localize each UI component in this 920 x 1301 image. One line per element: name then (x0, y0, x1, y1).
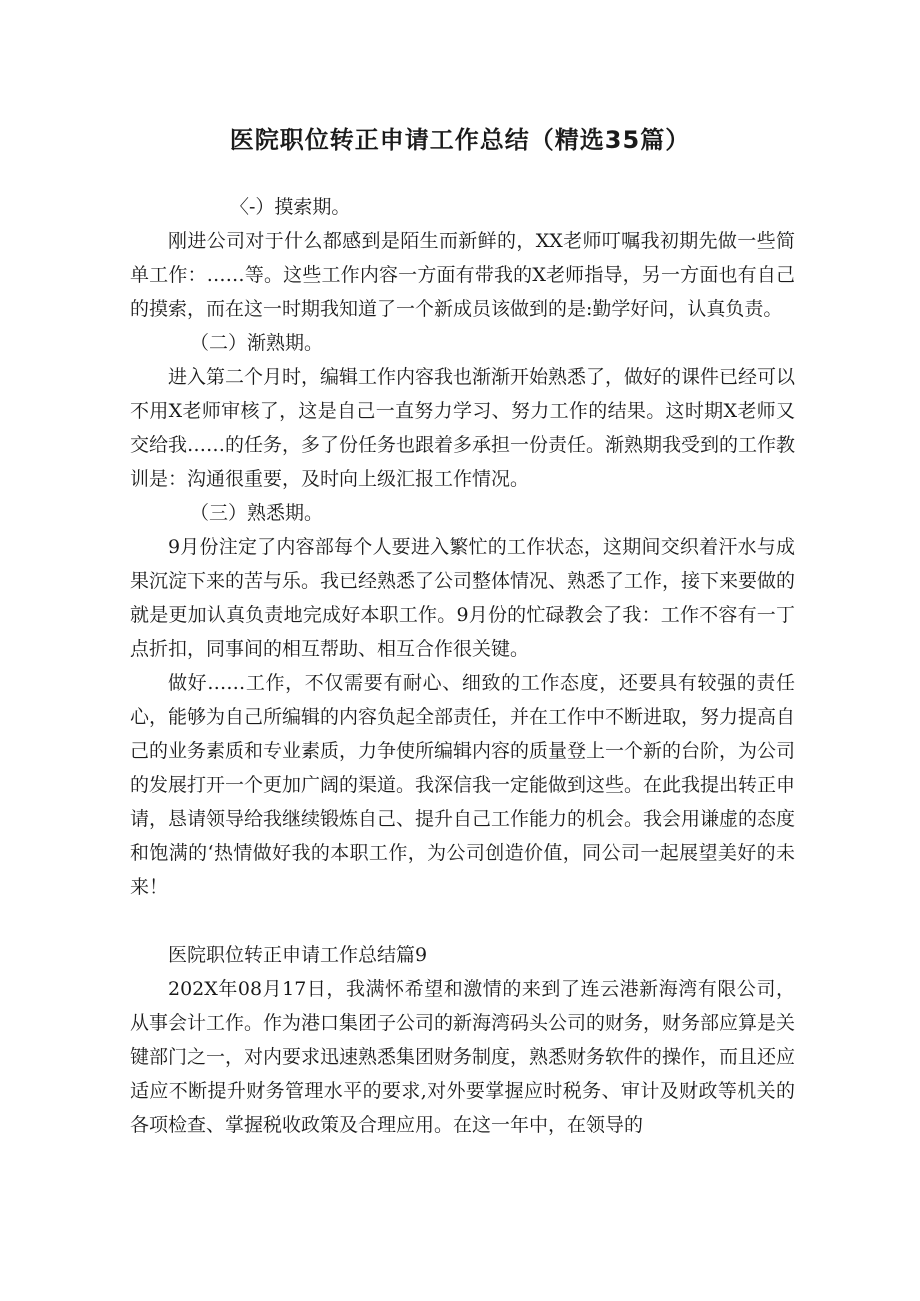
subheading-familiarizing: （二）渐熟期。 (190, 332, 324, 354)
blank-line (130, 904, 795, 938)
document-body (130, 190, 795, 1142)
subheading-exploration: 〈-）摸索期。 (230, 196, 351, 218)
paragraph: 进入第二个月时，编辑工作内容我也渐渐开始熟悉了，做好的课件已经可以不用X老师审核了，这是自己一直努力学习、努力工作的结果。这时期X老师又交给我……的任务，多了份任务也跟着多承担一份责任。渐熟期我受到的工作教训是：沟通很重要，及时向上级汇报工作情况。 (130, 366, 796, 490)
paragraph: 刚进公司对于什么都感到是陌生而新鲜的，XX老师叮嘱我初期先做一些简单工作：……等。这些工作内容一方面有带我的X老师指导，另一方面也有自己的摸索，而在这一时期我知道了一个新成员该做到的是:勤学好问，认真负责。 (130, 230, 795, 320)
paragraph: 做好……工作，不仅需要有耐心、细致的工作态度，还要具有较强的责任心，能够为自己所编辑的内容负起全部责任，并在工作中不断进取，努力提高自己的业务素质和专业素质，力争使所编辑内容的质量登上一个新的台阶，为公司的发展打开一个更加广阔的渠道。我深信我一定能做到这些。在此我提出转正申请，恳请领导给我继续锻炼自己、提升自己工作能力的机会。我会用谦虚的态度和饱满的‘热情做好我的本职工作，为公司创造价值，同公司一起展望美好的未来！ (130, 672, 796, 898)
subheading-familiar: （三）熟悉期。 (190, 502, 324, 524)
paragraph: 202X年08月17日，我满怀希望和激情的来到了连云港新海湾有限公司，从事会计工作。作为港口集团子公司的新海湾码头公司的财务，财务部应算是关键部门之一，对内要求迅速熟悉集团财务制度，熟悉财务软件的操作，而且还应适应不断提升财务管理水平的要求,对外要掌握应时税务、审计及财政等机关的各项检查、掌握税收政策及合理应用。在这一年中，在领导的 (130, 978, 796, 1136)
section-heading: 医院职位转正申请工作总结篇9 (168, 944, 428, 966)
paragraph: 9月份注定了内容部每个人要进入繁忙的工作状态，这期间交织着汗水与成果沉淀下来的苦与乐。我已经熟悉了公司整体情况、熟悉了工作，接下来要做的就是更加认真负责地完成好本职工作。9月份的忙碌教会了我：工作不容有一丁点折扣，同事间的相互帮助、相互合作很关键。 (130, 536, 796, 660)
document-title: 医院职位转正申请工作总结（精选35篇） (229, 126, 691, 154)
